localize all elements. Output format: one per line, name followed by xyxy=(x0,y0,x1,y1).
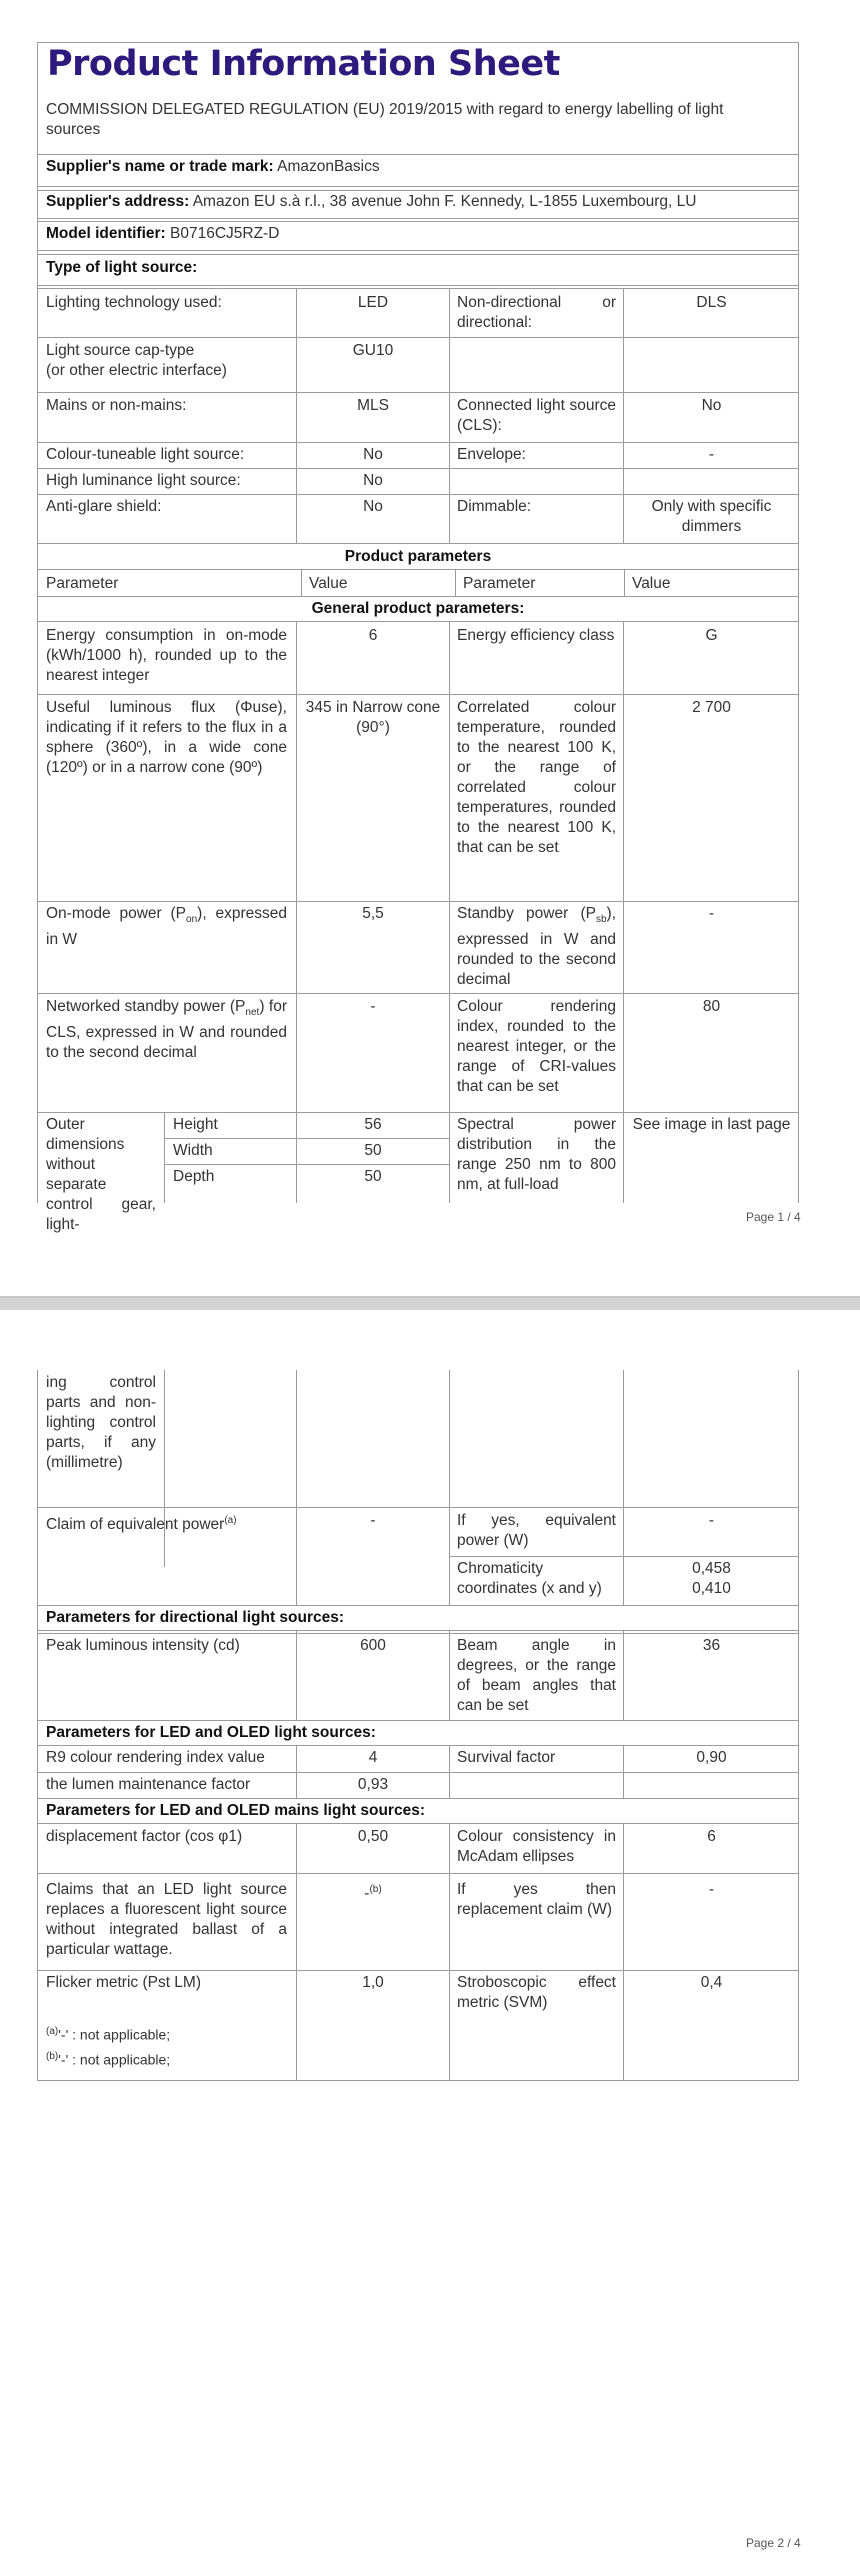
colour-consistency-label: Colour consistency in McAdam ellipses xyxy=(457,1828,616,1865)
col-value: Value xyxy=(309,575,348,592)
cap-type-label-sub: (or other electric interface) xyxy=(46,362,227,379)
col-parameter: Parameter xyxy=(46,575,119,592)
equivalent-power-claim-sup: (a) xyxy=(224,1515,237,1526)
standby-power-label-a: Standby power (P xyxy=(457,905,596,922)
envelope-label: Envelope: xyxy=(457,446,526,463)
fluorescent-claim-label: Claims that an LED light source replaces a fluorescent light source without integrated ballast of a particular wattage. xyxy=(46,1881,287,1958)
beam-angle-label: Beam angle in degrees, or the range of beam angles that can be set xyxy=(457,1637,616,1714)
spectral-label: Spectral power distribution in the range 250 nm to 800 nm, at full-load xyxy=(457,1116,616,1193)
luminous-flux-label: Useful luminous flux (Φuse), indicating if it refers to the flux in a sphere (360º), in a wide cone (120º) or in a narrow cone (90º) xyxy=(46,699,287,776)
energy-class-value: G xyxy=(705,627,718,644)
mains-value: MLS xyxy=(357,397,389,414)
fluorescent-claim-value xyxy=(297,1879,449,1905)
cap-type-value: GU10 xyxy=(352,342,394,359)
lumen-maintenance-value: 0,93 xyxy=(357,1776,389,1793)
high-luminance-label: High luminance light source: xyxy=(46,472,241,489)
note-b xyxy=(46,2051,170,2068)
mains-label: Mains or non-mains: xyxy=(46,397,187,414)
standby-power-label-b: ), expressed in W and rounded to the second decimal xyxy=(457,905,616,989)
chromaticity-label: Chromaticity coordinates (x and y) xyxy=(457,1560,602,1597)
spectral-value: See image in last page xyxy=(632,1116,791,1133)
networked-standby-label-b: ) for CLS, expressed in W and rounded to the second decimal xyxy=(46,998,287,1062)
note-a-mark: (a) xyxy=(46,2026,59,2037)
flicker-label: Flicker metric (Pst LM) xyxy=(46,1974,201,1991)
anti-glare-label: Anti-glare shield: xyxy=(46,498,162,515)
col-value-2: Value xyxy=(632,575,671,592)
standby-power-label xyxy=(450,903,623,991)
regulation-text: COMMISSION DELEGATED REGULATION (EU) 2019/2015 with regard to energy labelling of light sources xyxy=(46,101,724,138)
page-2 xyxy=(0,1310,860,2560)
luminous-flux-value: 345 in Narrow cone (90°) xyxy=(305,699,441,736)
high-luminance-value: No xyxy=(363,472,383,489)
dimmable-value: Only with specific dimmers xyxy=(651,498,772,535)
stroboscopic-label: Stroboscopic effect metric (SVM) xyxy=(457,1974,616,2011)
lighting-technology-value: LED xyxy=(357,294,389,311)
cap-type-label-text: Light source cap-type xyxy=(46,342,195,359)
networked-standby-sub: net xyxy=(245,1007,260,1019)
col-parameter-2: Parameter xyxy=(463,575,536,592)
page-separator xyxy=(0,1296,860,1310)
energy-class-label: Energy efficiency class xyxy=(457,627,615,644)
supplier-name-row xyxy=(39,156,779,178)
supplier-address-label: Supplier's address: xyxy=(46,193,190,210)
depth-value: 50 xyxy=(364,1168,382,1185)
displacement-value: 0,50 xyxy=(357,1828,389,1845)
general-parameters-heading: General product parameters: xyxy=(311,600,525,617)
on-mode-power-label xyxy=(39,903,294,951)
cct-label: Correlated colour temperature, rounded to the nearest 100 K, or the range of correlated colour temperatures, rounded to the nearest 100 K, that can be set xyxy=(457,699,616,856)
outer-dimensions-label: Outer dimensions without separate control gear, light- xyxy=(46,1116,156,1233)
supplier-address-value: Amazon EU s.à r.l., 38 avenue John F. Kennedy, L-1855 Luxembourg, LU xyxy=(192,193,697,210)
height-label: Height xyxy=(173,1116,218,1133)
page-number-2: Page 2 / 4 xyxy=(746,2536,801,2550)
cls-label: Connected light source (CLS): xyxy=(457,397,616,434)
anti-glare-value: No xyxy=(363,498,383,515)
note-b-mark: (b) xyxy=(46,2051,59,2062)
product-parameters-heading: Product parameters xyxy=(344,548,492,565)
replacement-claim-value: - xyxy=(708,1881,715,1898)
beam-angle-value: 36 xyxy=(702,1637,721,1654)
model-identifier-row xyxy=(39,223,779,245)
on-mode-power-value: 5,5 xyxy=(362,905,384,922)
page-title: Product Information Sheet xyxy=(47,44,560,84)
model-identifier-value: B0716CJ5RZ-D xyxy=(170,225,280,242)
outer-dimensions-label-cont: ing control parts and non-lighting control parts, if any (millimetre) xyxy=(46,1374,156,1471)
replacement-claim-label: If yes then replacement claim (W) xyxy=(457,1881,616,1918)
on-mode-power-label-a: On-mode power (P xyxy=(46,905,187,922)
width-label: Width xyxy=(173,1142,213,1159)
cct-value: 2 700 xyxy=(692,699,731,716)
energy-consumption-label: Energy consumption in on-mode (kWh/1000 h), rounded up to the nearest integer xyxy=(46,627,287,684)
depth-label: Depth xyxy=(173,1168,215,1185)
displacement-label: displacement factor (cos φ1) xyxy=(46,1828,243,1845)
on-mode-power-sub: on xyxy=(186,914,198,926)
colour-consistency-value: 6 xyxy=(707,1828,716,1845)
standby-power-sub: sb xyxy=(595,914,607,926)
envelope-value: - xyxy=(708,446,715,463)
supplier-address-row xyxy=(39,191,779,213)
survival-value: 0,90 xyxy=(696,1749,727,1766)
cri-label: Colour rendering index, rounded to the nearest integer, or the range of CRI-values that can be set xyxy=(457,998,616,1095)
led-oled-mains-heading: Parameters for LED and OLED mains light sources: xyxy=(46,1802,425,1819)
colour-tuneable-label: Colour-tuneable light source: xyxy=(46,446,245,463)
chromaticity-value xyxy=(624,1558,799,1600)
networked-standby-value: - xyxy=(370,998,376,1015)
directional-value: DLS xyxy=(696,294,727,311)
networked-standby-label xyxy=(39,996,294,1064)
directional-heading: Parameters for directional light sources: xyxy=(46,1609,345,1626)
equivalent-power-value: - xyxy=(708,1512,715,1529)
note-a xyxy=(46,2026,170,2043)
cls-value: No xyxy=(701,397,722,414)
note-b-text: '-' : not applicable; xyxy=(58,2051,171,2068)
peak-intensity-value: 600 xyxy=(360,1637,386,1654)
note-a-text: '-' : not applicable; xyxy=(58,2026,171,2043)
supplier-name-value: AmazonBasics xyxy=(277,158,380,175)
directional-label: Non-directional or directional: xyxy=(457,294,616,331)
fluorescent-claim-value-text: - xyxy=(364,1885,370,1903)
chromaticity-y: 0,410 xyxy=(692,1580,731,1597)
lighting-technology-label: Lighting technology used: xyxy=(46,294,222,311)
standby-power-value: - xyxy=(708,905,715,922)
flicker-value: 1,0 xyxy=(362,1974,384,1991)
fluorescent-claim-sup: (b) xyxy=(369,1884,382,1895)
cri-value: 80 xyxy=(702,998,721,1015)
height-value: 56 xyxy=(364,1116,382,1133)
stroboscopic-value: 0,4 xyxy=(700,1974,723,1991)
chromaticity-x: 0,458 xyxy=(692,1560,731,1577)
on-mode-power-label-b: ), expressed in W xyxy=(46,905,287,949)
type-section-heading: Type of light source: xyxy=(46,259,198,276)
equivalent-power-label: If yes, equivalent power (W) xyxy=(457,1512,616,1549)
led-oled-heading: Parameters for LED and OLED light sources: xyxy=(46,1724,376,1741)
dimmable-label: Dimmable: xyxy=(457,498,532,515)
cap-type-label xyxy=(39,340,294,382)
width-value: 50 xyxy=(364,1142,382,1159)
model-identifier-label: Model identifier: xyxy=(46,225,166,242)
colour-tuneable-value: No xyxy=(363,446,383,463)
equivalent-power-claim-value: - xyxy=(370,1512,376,1529)
r9-value: 4 xyxy=(368,1749,378,1766)
lumen-maintenance-label: the lumen maintenance factor xyxy=(46,1776,251,1793)
peak-intensity-label: Peak luminous intensity (cd) xyxy=(46,1637,240,1654)
r9-label: R9 colour rendering index value xyxy=(46,1749,265,1766)
survival-label: Survival factor xyxy=(457,1749,556,1766)
equivalent-power-claim-label xyxy=(39,1510,294,1536)
supplier-name-label: Supplier's name or trade mark: xyxy=(46,158,274,175)
energy-consumption-value: 6 xyxy=(368,627,378,644)
networked-standby-label-a: Networked standby power (P xyxy=(46,998,246,1015)
page-number-1: Page 1 / 4 xyxy=(746,1210,801,1224)
equivalent-power-claim-text: Claim of equivalent power xyxy=(46,1516,225,1534)
